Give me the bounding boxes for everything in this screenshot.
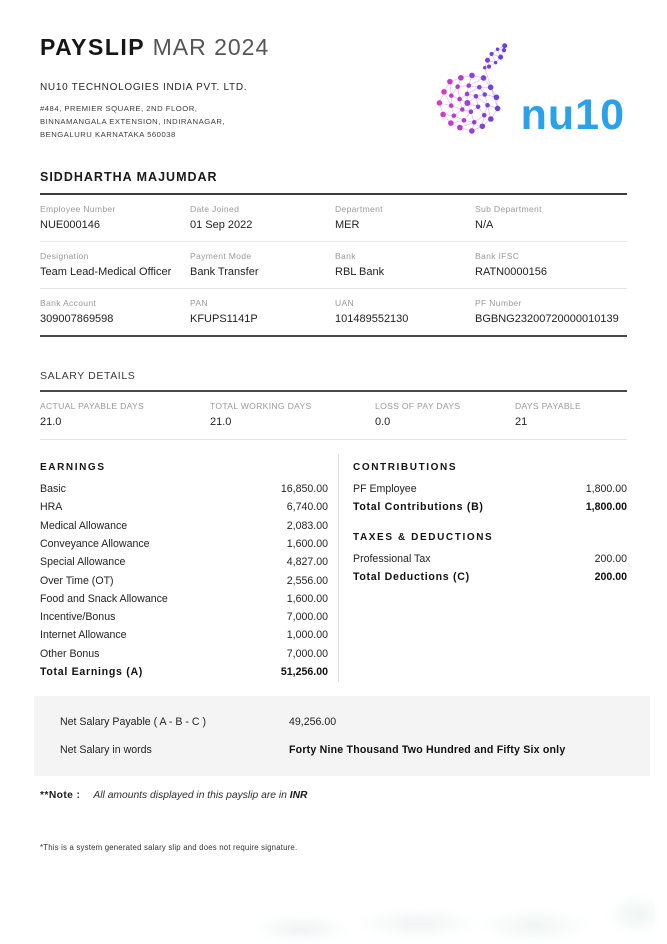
employee-field-label: Payment Mode bbox=[190, 251, 252, 262]
address-line: BINNAMANGALA EXTENSION, INDIRANAGAR, bbox=[40, 117, 226, 127]
earning-label: Basic bbox=[40, 483, 66, 496]
employee-field-label: PF Number bbox=[475, 298, 522, 309]
deductions-column bbox=[338, 454, 627, 681]
employee-field-label: Bank Account bbox=[40, 298, 97, 309]
company-logo bbox=[429, 40, 625, 138]
earning-row bbox=[40, 645, 328, 663]
employee-field bbox=[335, 195, 475, 242]
currency-note bbox=[40, 790, 627, 801]
days-field bbox=[515, 392, 627, 439]
earning-amount: 6,740.00 bbox=[286, 501, 328, 514]
page-title bbox=[40, 34, 269, 61]
earning-row bbox=[40, 499, 328, 517]
employee-field-label: UAN bbox=[335, 298, 355, 309]
earning-label: Food and Snack Allowance bbox=[40, 592, 168, 605]
employee-field-label: PAN bbox=[190, 298, 208, 309]
earning-row bbox=[40, 553, 328, 571]
earning-row bbox=[40, 572, 328, 590]
net-salary-payable-value: 49,256.00 bbox=[289, 715, 337, 728]
days-field-value: 21.0 bbox=[40, 416, 62, 429]
earnings-rows bbox=[40, 480, 328, 663]
earnings-total-amount: 51,256.00 bbox=[280, 666, 328, 679]
days-field bbox=[210, 392, 375, 439]
days-field-label: DAYS PAYABLE bbox=[515, 401, 582, 412]
net-salary-payable-row bbox=[60, 708, 624, 736]
employee-field bbox=[40, 195, 190, 242]
contribution-label: PF Employee bbox=[353, 483, 417, 496]
employee-field-label: Bank IFSC bbox=[475, 251, 520, 262]
employee-field-value: RBL Bank bbox=[335, 266, 385, 279]
days-field bbox=[375, 392, 515, 439]
earning-amount: 2,083.00 bbox=[286, 519, 328, 532]
days-field-value: 0.0 bbox=[375, 416, 391, 429]
employee-field bbox=[40, 242, 190, 289]
employee-field bbox=[335, 289, 475, 337]
days-field-value: 21 bbox=[515, 416, 528, 429]
employee-field-label: Sub Department bbox=[475, 204, 542, 215]
salary-details-title: SALARY DETAILS bbox=[40, 370, 627, 392]
employee-field-value: 101489552130 bbox=[335, 313, 409, 326]
contributions-title: CONTRIBUTIONS bbox=[353, 462, 458, 474]
net-salary-words-label: Net Salary in words bbox=[60, 743, 152, 756]
employee-field-value: N/A bbox=[475, 219, 494, 232]
employee-field-value: Team Lead-Medical Officer bbox=[40, 266, 172, 279]
header bbox=[40, 34, 627, 141]
earning-row bbox=[40, 627, 328, 645]
employee-details-grid bbox=[40, 195, 627, 337]
note-currency: INR bbox=[289, 789, 308, 801]
earning-row bbox=[40, 608, 328, 626]
money-columns bbox=[40, 454, 627, 681]
earning-amount: 7,000.00 bbox=[286, 611, 328, 624]
earning-label: Over Time (OT) bbox=[40, 574, 114, 587]
employee-field-value: 309007869598 bbox=[40, 313, 114, 326]
background-watermark bbox=[225, 890, 655, 944]
employee-field-label: Date Joined bbox=[190, 204, 240, 215]
earning-row bbox=[40, 535, 328, 553]
earning-label: Other Bonus bbox=[40, 647, 100, 660]
payable-days-grid bbox=[40, 392, 627, 440]
earning-amount: 1,000.00 bbox=[286, 629, 328, 642]
taxes-title: TAXES & DEDUCTIONS bbox=[353, 531, 494, 543]
earning-amount: 2,556.00 bbox=[286, 574, 328, 587]
net-salary-words-value: Forty Nine Thousand Two Hundred and Fifty Six only bbox=[289, 743, 566, 756]
net-salary-box bbox=[34, 696, 650, 776]
earnings-column bbox=[40, 454, 338, 681]
earning-label: Conveyance Allowance bbox=[40, 537, 150, 550]
earning-label: Special Allowance bbox=[40, 556, 126, 569]
taxes-total-row bbox=[353, 568, 627, 586]
contributions-total-row bbox=[353, 499, 627, 517]
earning-label: Internet Allowance bbox=[40, 629, 127, 642]
earnings-total-label: Total Earnings (A) bbox=[40, 666, 144, 679]
payslip-title: PAYSLIP bbox=[40, 34, 145, 60]
employee-field-value: Bank Transfer bbox=[190, 266, 259, 279]
header-left bbox=[40, 34, 269, 141]
employee-field-label: Designation bbox=[40, 251, 89, 262]
tax-amount: 200.00 bbox=[594, 552, 627, 565]
contributions-total-label: Total Contributions (B) bbox=[353, 501, 484, 514]
net-salary-words-row bbox=[60, 736, 624, 764]
earnings-total-row bbox=[40, 663, 328, 681]
contribution-amount: 1,800.00 bbox=[585, 483, 627, 496]
taxes-rows bbox=[353, 550, 627, 568]
employee-field-value: NUE000146 bbox=[40, 219, 100, 232]
employee-field-value: RATN0000156 bbox=[475, 266, 547, 279]
earnings-title: EARNINGS bbox=[40, 462, 106, 474]
employee-field-value: KFUPS1141P bbox=[190, 313, 258, 326]
employee-field-value: BGBNG23200720000010139 bbox=[475, 313, 619, 326]
employee-field-value: 01 Sep 2022 bbox=[190, 219, 253, 232]
earning-row bbox=[40, 590, 328, 608]
employee-field bbox=[40, 289, 190, 337]
address-line: BENGALURU KARNATAKA 560038 bbox=[40, 130, 176, 140]
earning-label: Incentive/Bonus bbox=[40, 611, 116, 624]
contributions-rows bbox=[353, 480, 627, 498]
employee-field bbox=[190, 242, 335, 289]
contributions-total-amount: 1,800.00 bbox=[585, 501, 627, 514]
employee-field bbox=[335, 242, 475, 289]
earning-label: HRA bbox=[40, 501, 63, 514]
employee-field bbox=[475, 195, 627, 242]
earning-amount: 16,850.00 bbox=[280, 483, 328, 496]
signature-disclaimer: *This is a system generated salary slip and does not require signature. bbox=[40, 842, 298, 852]
earning-row bbox=[40, 480, 328, 498]
days-field bbox=[40, 392, 210, 439]
earning-amount: 7,000.00 bbox=[286, 647, 328, 660]
employee-field bbox=[475, 289, 627, 337]
company-address bbox=[40, 102, 269, 141]
employee-field bbox=[475, 242, 627, 289]
employee-field-value: MER bbox=[335, 219, 360, 232]
employee-field-label: Bank bbox=[335, 251, 356, 262]
employee-field-label: Employee Number bbox=[40, 204, 116, 215]
earning-amount: 4,827.00 bbox=[286, 556, 328, 569]
tax-row bbox=[353, 550, 627, 568]
employee-name: SIDDHARTHA MAJUMDAR bbox=[40, 170, 627, 195]
employee-field bbox=[190, 195, 335, 242]
company-logo-text: nu10 bbox=[520, 90, 625, 139]
days-field-label: ACTUAL PAYABLE DAYS bbox=[40, 401, 145, 412]
days-field-label: TOTAL WORKING DAYS bbox=[210, 401, 312, 412]
tax-label: Professional Tax bbox=[353, 552, 431, 565]
net-salary-payable-label: Net Salary Payable ( A - B - C ) bbox=[60, 715, 207, 728]
earning-label: Medical Allowance bbox=[40, 519, 128, 532]
days-field-label: LOSS OF PAY DAYS bbox=[375, 401, 461, 412]
employee-field-label: Department bbox=[335, 204, 383, 215]
earning-amount: 1,600.00 bbox=[286, 592, 328, 605]
payslip-period: MAR 2024 bbox=[152, 34, 270, 60]
note-text: All amounts displayed in this payslip are in bbox=[93, 789, 287, 801]
earning-row bbox=[40, 517, 328, 535]
taxes-total-amount: 200.00 bbox=[594, 570, 627, 583]
employee-field bbox=[190, 289, 335, 337]
note-label: **Note : bbox=[40, 789, 81, 801]
address-line: #484, PREMIER SQUARE, 2ND FLOOR, bbox=[40, 104, 198, 113]
days-field-value: 21.0 bbox=[210, 416, 232, 429]
company-logo-apple-icon bbox=[429, 40, 517, 138]
earning-amount: 1,600.00 bbox=[286, 537, 328, 550]
company-name: NU10 TECHNOLOGIES INDIA PVT. LTD. bbox=[40, 82, 248, 93]
taxes-total-label: Total Deductions (C) bbox=[353, 570, 470, 583]
contribution-row bbox=[353, 480, 627, 498]
